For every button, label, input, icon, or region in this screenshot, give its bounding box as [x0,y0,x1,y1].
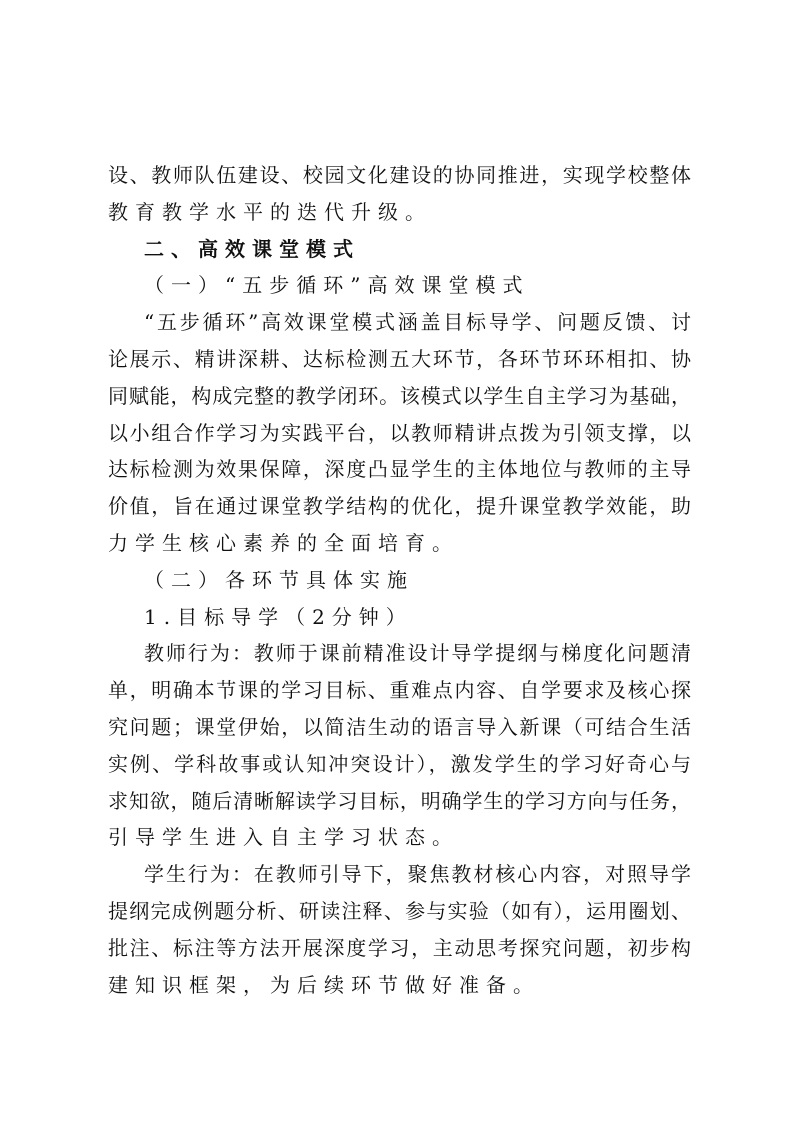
text-line: 教育教学水平的迭代升级。 [108,199,432,224]
text-line: 实例、学科故事或认知冲突设计），激发学生的学习好奇心与 [108,751,691,776]
document-body [108,157,691,1003]
text-line: 提纲完成例题分析、研读注释、参与实验（如有），运用圈划、 [108,898,691,923]
text-line: （一）“五步循环”高效课堂模式 [144,273,530,298]
section-heading: 二、高效课堂模式 [144,236,360,261]
text-line: 力学生核心素养的全面培育。 [108,530,459,555]
text-line: 1.目标导学（2分钟） [144,604,413,629]
text-line: 同赋能，构成完整的教学闭环。该模式以学生自主学习为基础， [108,383,691,408]
text-line: （二）各环节具体实施 [144,567,414,592]
text-line: 引导学生进入自主学习状态。 [108,825,459,850]
text-line: 求知欲，随后清晰解读学习目标，明确学生的学习方向与任务， [108,788,691,813]
text-line: “五步循环”高效课堂模式涵盖目标导学、问题反馈、讨 [144,310,691,335]
text-line: 单，明确本节课的学习目标、重难点内容、自学要求及核心探 [108,678,691,703]
text-line: 教师行为：教师于课前精准设计导学提纲与梯度化问题清 [144,641,691,666]
text-line: 以小组合作学习为实践平台，以教师精讲点拨为引领支撑，以 [108,420,691,445]
text-line: 批注、标注等方法开展深度学习，主动思考探究问题，初步构 [108,935,691,960]
text-line: 建知识框架，为后续环节做好准备。 [108,972,540,997]
text-line: 设、教师队伍建设、校园文化建设的协同推进，实现学校整体 [108,163,691,187]
text-line: 论展示、精讲深耕、达标检测五大环节，各环节环环相扣、协 [108,346,691,371]
text-line: 究问题；课堂伊始，以简洁生动的语言导入新课（可结合生活 [108,714,691,739]
text-line: 价值，旨在通过课堂教学结构的优化，提升课堂教学效能，助 [108,494,691,519]
text-line: 达标检测为效果保障，深度凸显学生的主体地位与教师的主导 [108,457,691,482]
text-line: 学生行为：在教师引导下，聚焦教材核心内容，对照导学 [144,862,691,887]
